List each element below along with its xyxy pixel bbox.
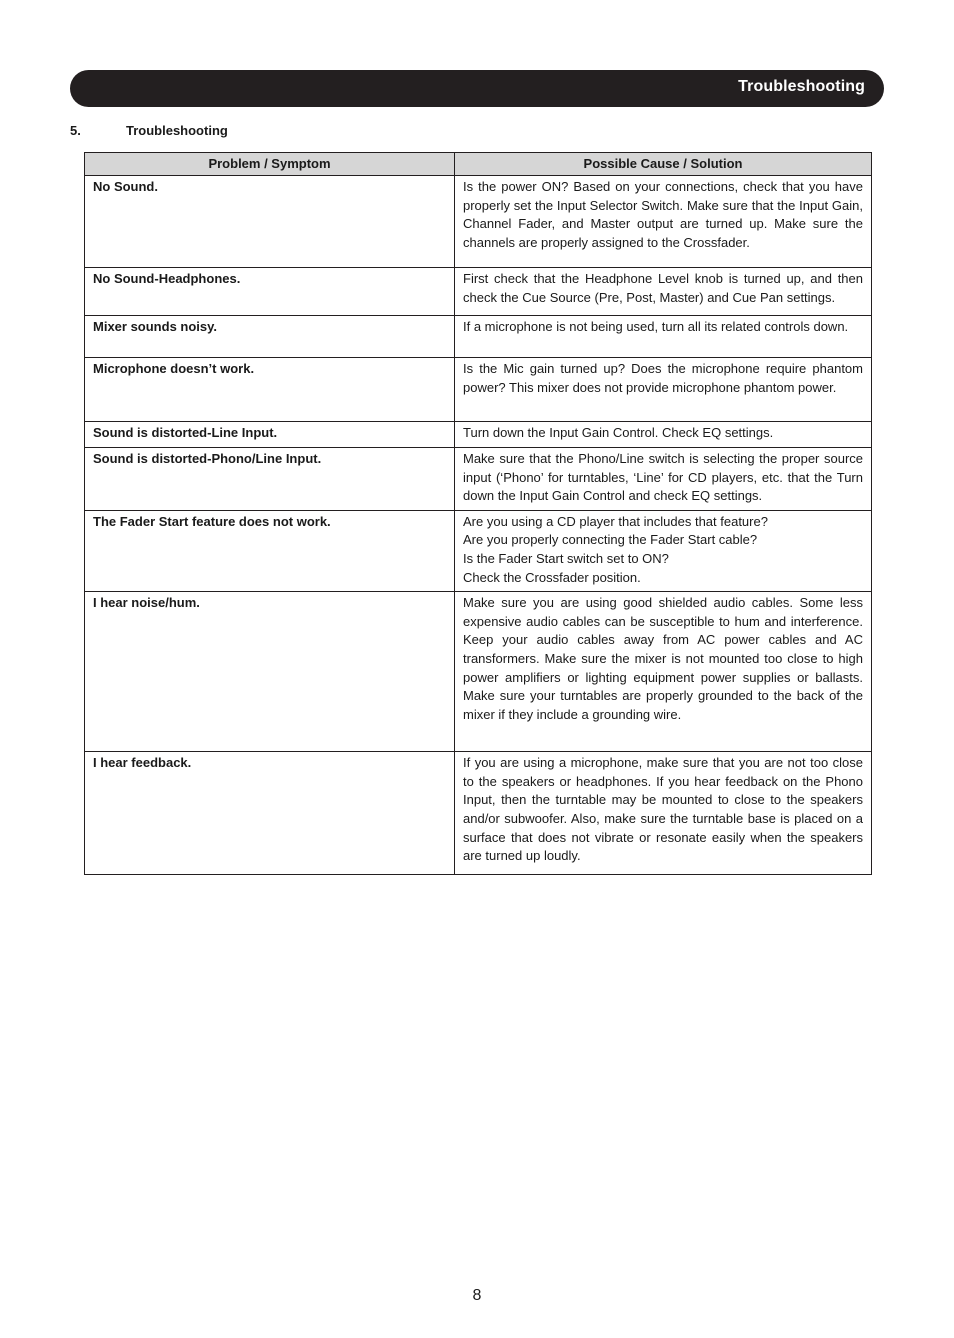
table-row (85, 358, 872, 422)
table-row (85, 268, 872, 316)
column-header-solution: Possible Cause / Solution (455, 153, 872, 176)
page-title: Troubleshooting (738, 78, 865, 95)
problem-cell: Sound is distorted-Phono/Line Input. (85, 448, 455, 511)
table-row (85, 752, 872, 875)
column-header-problem: Problem / Symptom (85, 153, 455, 176)
solution-cell: Turn down the Input Gain Control. Check EQ settings. (455, 422, 872, 448)
header-bar (70, 70, 884, 107)
solution-cell: Are you using a CD player that includes that feature? Are you properly connecting the Fader Start cable? Is the Fader Start switch set to ON? Check the Crossfader position. (455, 510, 872, 591)
table-row (85, 422, 872, 448)
table-row (85, 592, 872, 752)
problem-cell: I hear noise/hum. (85, 592, 455, 752)
table-row (85, 176, 872, 268)
problem-cell: The Fader Start feature does not work. (85, 510, 455, 591)
table-row (85, 510, 872, 591)
problem-cell: I hear feedback. (85, 752, 455, 875)
problem-cell: Sound is distorted-Line Input. (85, 422, 455, 448)
problem-cell: Mixer sounds noisy. (85, 316, 455, 358)
section-title: Troubleshooting (126, 123, 228, 138)
solution-cell: Is the power ON? Based on your connections, check that you have properly set the Input Selector Switch. Make sure that the Input Gain, Channel Fader, and Master output are turned up. Make sure the channels are properly assigned to the Crossfader. (455, 176, 872, 268)
page-number: 8 (472, 1287, 482, 1304)
problem-cell: No Sound-Headphones. (85, 268, 455, 316)
solution-cell: If a microphone is not being used, turn all its related controls down. (455, 316, 872, 358)
section-heading (70, 123, 228, 138)
table-row (85, 448, 872, 511)
solution-cell: Make sure you are using good shielded audio cables. Some less expensive audio cables can be susceptible to hum and interference. Keep your audio cables away from AC power cables and AC transformers. Make sure the mixer is not mounted too close to high power amplifiers or lighting equipment power supplies or ballasts. Make sure your turntables are properly grounded to the back of the mixer if they include a grounding wire. (455, 592, 872, 752)
solution-cell: First check that the Headphone Level knob is turned up, and then check the Cue Source (Pre, Post, Master) and Cue Pan settings. (455, 268, 872, 316)
solution-cell: Is the Mic gain turned up? Does the microphone require phantom power? This mixer does not provide microphone phantom power. (455, 358, 872, 422)
solution-cell: Make sure that the Phono/Line switch is selecting the proper source input (‘Phono’ for turntables, ‘Line’ for CD players, etc. that the Turn down the Input Gain Control and check EQ settings. (455, 448, 872, 511)
problem-cell: Microphone doesn’t work. (85, 358, 455, 422)
section-number: 5. (70, 123, 81, 138)
problem-cell: No Sound. (85, 176, 455, 268)
table-row (85, 316, 872, 358)
solution-cell: If you are using a microphone, make sure that you are not too close to the speakers or headphones. If you hear feedback on the Phono Input, then the turntable may be mounted to close to the speakers and/or subwoofer. Also, make sure the turntable base is placed on a surface that does not vibrate or resonate easily when the speakers are turned up loudly. (455, 752, 872, 875)
table-header-row (85, 153, 872, 176)
troubleshooting-table (84, 152, 872, 875)
